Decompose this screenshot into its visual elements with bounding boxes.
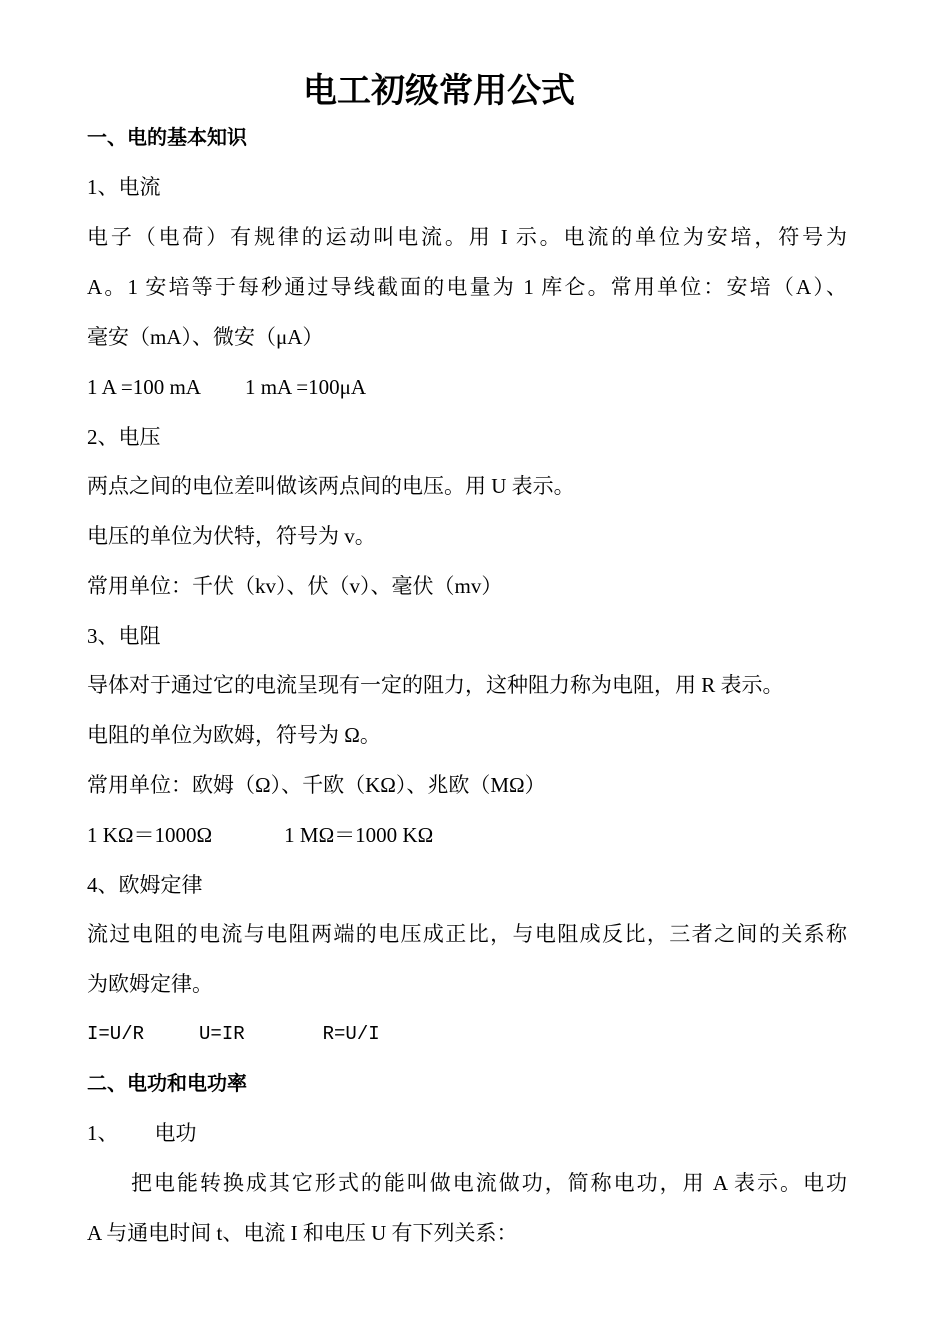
paragraph-current-line-2: A。1 安培等于每秒通过导线截面的电量为 1 库仑。常用单位：安培（A）、	[87, 275, 847, 299]
formula-line-current	[87, 372, 867, 402]
paragraph-current-line-1: 电子（电荷）有规律的运动叫电流。用 I 示。电流的单位为安培，符号为	[87, 225, 847, 249]
paragraph-resistance-line-2: 电阻的单位为欧姆，符号为 Ω。	[87, 723, 381, 747]
paragraph-work-line-2: A 与通电时间 t、电流 I 和电压 U 有下列关系：	[87, 1221, 518, 1245]
section-heading-power: 二、电功和电功率	[87, 1071, 247, 1095]
subheading-voltage: 2、电压	[87, 425, 161, 449]
subheading-number: 1、	[87, 1121, 119, 1145]
paragraph-voltage-line-3: 常用单位：千伏（kv）、伏（v）、毫伏（mv）	[87, 574, 503, 598]
paragraph-ohms-law-line-1: 流过电阻的电流与电阻两端的电压成正比，与电阻成反比，三者之间的关系称	[87, 922, 847, 946]
subheading-electric-work	[87, 1118, 867, 1148]
formula-current: I=U/R	[87, 1023, 145, 1045]
subheading-resistance: 3、电阻	[87, 624, 161, 648]
paragraph-current-line-3: 毫安（mA）、微安（μA）	[87, 325, 324, 349]
formula-amp-milliamp: 1 A =100 mA	[87, 375, 201, 399]
formula-megaohm: 1 MΩ＝1000 KΩ	[284, 823, 434, 847]
subheading-ohms-law: 4、欧姆定律	[87, 873, 203, 897]
paragraph-resistance-line-1: 导体对于通过它的电流呈现有一定的阻力，这种阻力称为电阻，用 R 表示。	[87, 673, 784, 697]
formula-line-ohms-law	[87, 1019, 867, 1049]
formula-kiloohm: 1 KΩ＝1000Ω	[87, 823, 213, 847]
paragraph-ohms-law-line-2: 为欧姆定律。	[87, 972, 213, 996]
formula-milliamp-microamp: 1 mA =100μA	[244, 375, 367, 399]
paragraph-work-line-1: 把电能转换成其它形式的能叫做电流做功，简称电功，用 A 表示。电功	[131, 1171, 847, 1195]
subheading-current: 1、电流	[87, 175, 161, 199]
paragraph-voltage-line-1: 两点之间的电位差叫做该两点间的电压。用 U 表示。	[87, 474, 575, 498]
formula-voltage: U=IR	[199, 1023, 245, 1045]
formula-resistance: R=U/I	[322, 1023, 380, 1045]
formula-line-resistance	[87, 820, 867, 850]
document-title: 电工初级常用公式	[303, 71, 575, 111]
paragraph-voltage-line-2: 电压的单位为伏特，符号为 v。	[87, 524, 376, 548]
paragraph-resistance-line-3: 常用单位：欧姆（Ω）、千欧（KΩ）、兆欧（MΩ）	[87, 773, 546, 797]
section-heading-basics: 一、电的基本知识	[87, 125, 247, 149]
subheading-label: 电功	[154, 1121, 197, 1145]
